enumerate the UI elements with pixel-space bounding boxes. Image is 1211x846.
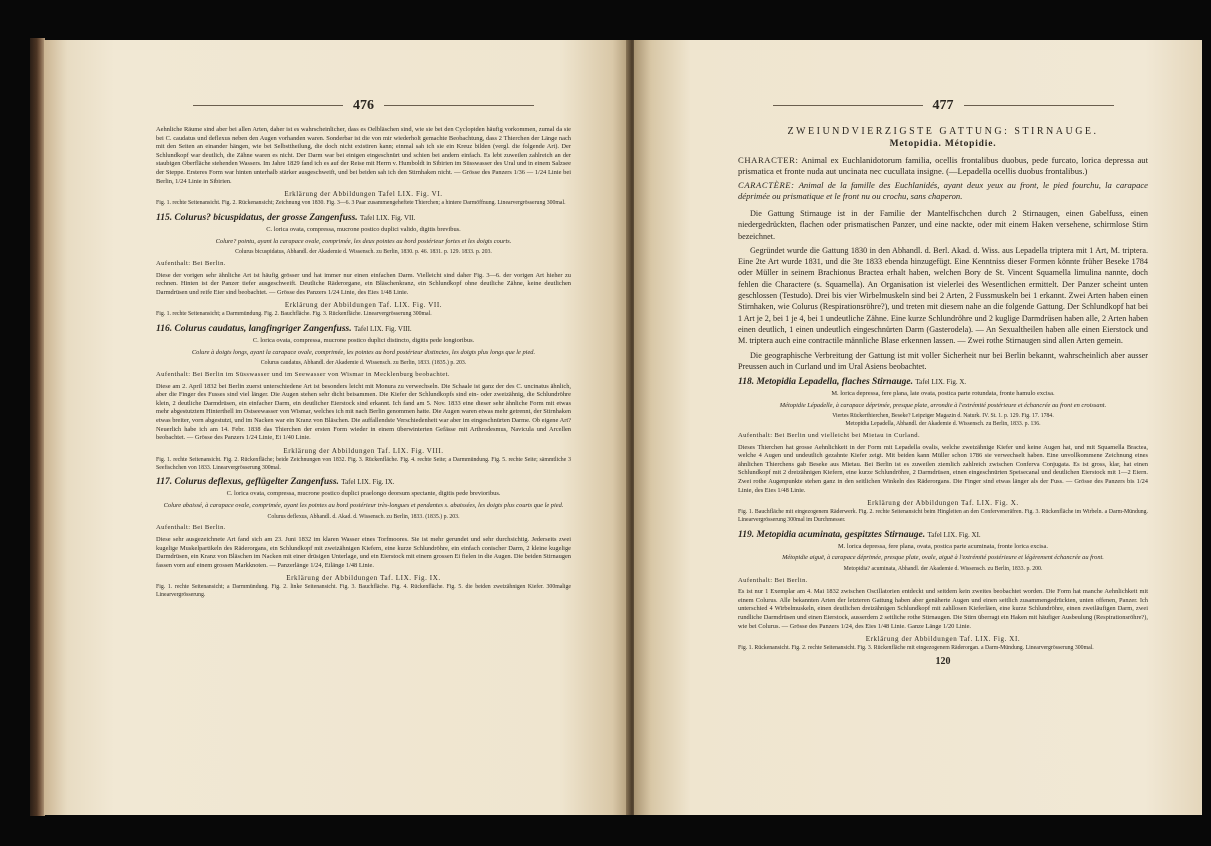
left-page-content [156,98,571,603]
species-description: Es ist nur 1 Exemplar am 4. Mai 1832 zwischen Oscillatorien entdeckt und seitdem kein zweites beobachtet worden. Die Form hat manche Aehnlichkeit mit einem Colurus. Alle bekannten Arten der letzteren Gattung haben aber genäherte Augen und einen seitlich zusammengedrückten, unten offenen, Panzer. Ich unterschied 4 Wirbelmuskeln, einen deutlichen dreizähnigen Schlundkopf mit zahllosen Kieferläen, eine kurze Schlundröhre, einen zweiläufigen Darm, zwei rundliche Darmdrüsen und einen Eierstock, ausserdem 2 seitliche rothe Stirnaugen. Die Stirn überragt ein Haken mit häufiger Ausbeulung (Respirationsröhre?), wie bei Colurus. — Grösse des Panzers 1/24, des Eies 1/48 Linie. Ganze Länge 1/20 Linie. [738,588,1148,630]
species-heading-119 [738,530,1148,540]
intro-paragraph: Aehnliche Räume sind aber bei allen Arten, daher ist es wahrscheinlicher, dass es Oelbläschen sind, wie sie bei den Cyclopiden häufig vorkommen, zumal da sie bei C. caudatus und deflexus neben den Augen vorhanden waren. Sonderbar ist die von mir wiederholt gemachte Beobachtung, dass 2 Thierchen der Länge nach mit den Seiten an einander hängen, wie bei Selbsttheilung, die doch nicht existiren kann; einmal sah ich sie ein Kreuz bilden (vergl. die folgende Art). Der Schlundkopf war deutlich, die Zähne waren es nicht. Der Darm war bei einigen eingeschnürt und schien bei andern einfach. Es lebt zuweilen zahlreich an der staubigen Oberfläche stehenden Wassers. Im Jahre 1829 fand ich es auf der Reise mit Herrn v. Humboldt in Sibirien im Süsswasser des Ural und in einem Salzsee der Steppe. Ersteres Form war hinten unterhalb stärker ausgeschweift, und bei beiden sah ich den Stirnhaken nicht. — Grösse des Panzers 1/36 — 1/24 Linie bei Berlin, 1/24 Linie in Sibirien. [156,126,571,185]
figure-explanation-title: Erklärung der Abbildungen Taf. LIX. Fig. XI. [865,635,1021,644]
latin-diagnosis: M. lorica depressa, fere plana, ovata, postica parte acuminata, fronte lorica excisa. [838,542,1048,550]
right-page [634,40,1202,815]
genus-name: Metopidia. Métopidie. [889,139,997,149]
literature-reference: Colurus caudatus, Abhandl. der Akademie d. Wissensch. zu Berlin, 1833. (1835.) p. 203. [260,360,467,367]
figure-explanation-title: Erklärung der Abbildungen Tafel LIX. Fig. VI. [284,190,443,199]
species-description: Dieses Thierchen hat grosse Aehnlichkeit in der Form mit Lepadella ovalis, welche zweizähnige Kiefer und keine Augen hat, und mit Squamella Bractea, welche 4 Augen und undeutlich gezahnte Kiefer zeigt. Mit beiden kann Müller schon 1786 sie verwechselt haben. Eine unvollkommene Zeichnung eines ähnlichen Thierchens gab Beseke aus Mietau. Bei Berlin ist es zuweilen ziemlich zahlreich zwischen Conferva Conjugata. Es ist gross, klar, hat einen Schlundkopf mit 2 dreizähnigen Kiefern, eine kurze Schlundröhre, 2 Darmdrüsen, einen eingeschnürten Speisecanal und deutlichen Eierstock mit 1—2 Eiern. Zwei rothe Augenpunkte stehen ganz in den seitlichen Winkeln des Räderorgans. Die Finger sind etwas länger als der Fuss. — Grösse des Panzers bis 1/24 Linie, des Eies 1/48 Linie. [738,443,1148,494]
species-name: 119. Metopidia acuminata, gespitztes Stirnauge. [738,529,926,540]
figure-explanation-text: Fig. 1. rechte Seitenansicht; a Darmmündung. Fig. 2. linke Seitenansicht. Fig. 3. Bauchfläche. Fig. 4. Rückenfläche. Fig. 5. die beiden zweizähnigen Kiefer. 300malige Linearvergrösserung. [156,584,571,599]
french-diagnosis: Métopidie aiguë, à carapace déprimée, presque plate, ovale, aiguë à l'extrémité postérieure et légèrement échancrée au front. [782,554,1104,562]
habitat-line: Aufenthalt: Bei Berlin im Süsswasser und im Seewasser von Wismar in Mecklenburg beobachtet. [156,371,450,379]
species-description: Diese sehr ausgezeichnete Art fand sich am 23. Juni 1832 im klaren Wasser eines Torfmoores. Sie ist mehr gerundet und sehr durchsichtig. Jederseits zwei kugelige Muskelpartikeln des Räderorgans, ein Schlundkopf mit zweizähnigen Kiefern, eine kurze Schlundröhre, ein einfach conischer Darm, 2 kleine kugelige Darmdrüsen, ein Kranz von Bläschen im Nacken mit einer drüsigen Unterlage, und ein Eierstock mit einem grossen Ei fielen in die Augen. Die beiden Stirnaugen fassen vorn auf einem grossen Markknoten. — Panzerlänge 1/24, Eilänge 1/48 Linie. [156,536,571,569]
character-label: CHARACTER: [738,155,799,165]
right-page-number: 477 [932,98,954,113]
habitat-line: Aufenthalt: Bei Berlin. [156,524,226,532]
literature-reference: Metopidia Lepadella, Abhandl. der Akademie d. Wissensch. zu Berlin, 1833. p. 136. [845,421,1041,428]
figure-explanation-title: Erklärung der Abbildungen Taf. LIX. Fig. IX. [286,574,441,583]
plate-reference: Tafel LIX. Fig. IX. [341,478,395,487]
habitat-line: Aufenthalt: Bei Berlin. [156,259,226,267]
genus-family-title: ZWEIUNDVIERZIGSTE GATTUNG: STIRNAUGE. [787,126,1099,137]
species-heading-117 [156,477,571,487]
literature-reference: Metopidia? acuminata, Abhandl. der Akademie d. Wissensch. zu Berlin, 1833. p. 200. [843,565,1043,572]
french-diagnosis: Métopidie Lépadelle, à carapace déprimée, presque plate, arrondie à l'extrémité postérieure et échancrée au front en croissant. [779,401,1107,409]
habitat-line: Aufenthalt: Bei Berlin und vielleicht bei Mietau in Curland. [738,431,921,439]
header-rule-left [773,105,923,106]
header-rule-right [964,105,1114,106]
right-page-content [738,98,1148,677]
figure-explanation-title: Erklärung der Abbildungen Taf. LIX. Fig. VII. [284,301,443,310]
plate-reference: Tafel LIX. Fig. X. [915,378,967,387]
species-heading-115 [156,213,571,223]
header-rule-left [193,105,343,106]
literature-reference: Viertes Rückerthierchen, Beseke? Leipziger Magazin d. Naturk. IV. St. 1. p. 129. Fig. 17. 1784. [832,413,1054,420]
header-rule-right [384,105,534,106]
caractere-text: Animal de la famille des Euchlanidés, ayant deux yeux au front, le pied fourchu, la carapace déprimée ou prismatique et le front nu ou crochu, sans chaperon. [738,180,1148,201]
species-heading-116 [156,324,571,334]
species-description: Diese der vorigen sehr ähnliche Art ist häufig grösser und hat immer nur einen einfachen Darm. Vielleicht sind daher Fig. 3—6. der vorigen Art hieher zu rechnen. Hinten ist der Panzer tiefer ausgeschweift. Deutliche Räderorgane, ein Bläschenkranz, ein Schlundkopf ohne deutliche Zähne, keine deutlichen Darmdrüsen und reife Eier sind beobachtet. — Grösse des Panzers 1/24 Linie, des Eies 1/48 Linie. [156,271,571,296]
left-page [44,40,630,815]
caractere-label: CARACTÈRE: [738,180,795,190]
habitat-line: Aufenthalt: Bei Berlin. [738,576,808,584]
literature-reference: Colurus bicuspidatus, Abhandl. der Akademie d. Wissensch. zu Berlin, 1830. p. 46. 1831. p. 129. 1833. p. 203. [235,249,492,256]
plate-reference: Tafel LIX. Fig. VII. [360,213,416,222]
figure-explanation-text: Fig. 1. Bauchfläche mit eingezogenem Räderwerk. Fig. 2. rechte Seitenansicht beim Hingleiten an den Conferveneräfren. Fig. 3. Rückenfläche im Wirbeln. a Darm-Mündung. Linearvergrösserung 300mal im Durchmesser. [738,509,1148,523]
genus-history: Gegründet wurde die Gattung 1830 in den Abhandl. d. Berl. Akad. d. Wiss. aus Lepadella triptera mit 1 Art, M. triptera. Eine 2te Art wurde 1831, und die 3te 1833 ebenda hinzugefügt. Eine Kenntniss dieser Formen könnte früher Beseke 1784 oder Müller in seinem Brachionus Bractea erhalt haben, welchen Bory de St. Vincent Squamella limulina nannte, doch fehlen die Charactere (s. Squamella). An Organisation ist vielerlei des Wesentlichen ermittelt. Der Panzer scheint unten geschlossen (Testudo). Drei bis vier Wirbelmuskeln sind bei 2 Arten, 2 Fussmuskeln bei 1 erkannt. Zwei Arten haben einen Stirnhaken, wie Colurus (Respirationsröhre?), und treten mit diesem nahe an die folgende Gattung. Der Schlundkopf hat bei 1 Art je 2, bei 1 je 4, bei 1 undeutliche Zähne. Eine kurze Schlundröhre und 2 kuglige Darmdrüsen haben alle, 2 Arten haben einen deutlich, 1 einen undeutlich eingeschnürten Darm (Gasterodela). — An Sexualtheilen haben alle einen Eierstock und M. triptera auch eine contractile männliche Blase erkennen lassen. — Zwei rothe Stirnaugen sind allen Arten gemein. [738,245,1148,346]
plate-reference: Tafel LIX. Fig. VIII. [353,325,412,334]
latin-diagnosis: C. lorica ovata, compressa, mucrone postico duplici valido, digitis brevibus. [266,225,461,233]
right-page-header [738,98,1148,114]
left-page-number: 476 [353,98,374,113]
species-name: 116. Colurus caudatus, langfingriger Zangenfuss. [156,324,352,335]
latin-diagnosis: C. lorica ovata, compressa, mucrone postico duplici distincto, digitis pede longioribus. [252,337,475,345]
caractere-french [738,180,1148,202]
book-edge-left [30,38,45,816]
species-name: 115. Colurus? bicuspidatus, der grosse Zangenfuss. [156,212,358,223]
french-diagnosis: Colure à doigts longs, ayant la carapace ovale, comprimée, les pointes au bord postérieur distinctes, les doigts plus longs que le pied. [191,348,536,356]
character-text: Animal ex Euchlanidotorum familia, ocellis frontalibus duobus, pede furcato, lorica depressa aut prismatica et fronte nuda aut uncinata nec cucullata insigne. (—Lepadella ocellis duobus frontalibus.) [738,155,1148,176]
literature-reference: Colurus deflexus, Abhandl. d. Akad. d. Wissensch. zu Berlin, 1833. (1835.) p. 203. [267,513,460,520]
figure-explanation-text: Fig. 1. rechte Seitenansicht; a Darmmündung. Fig. 2. Bauchfläche. Fig. 3. Rückenfläche. Linearvergrösserung 300mal. [156,311,432,318]
species-name: 118. Metopidia Lepadella, flaches Stirnauge. [738,377,913,388]
signature-mark: 120 [935,656,951,668]
french-diagnosis: Colure? pointu, ayant la carapace ovale, comprimée, les deux pointes au bord postérieur fortes et les doigts courts. [215,237,512,245]
genus-description: Die Gattung Stirnauge ist in der Familie der Mantelfischchen durch 2 Stirnaugen, einen Gabelfuss, einen niedergedrückten, flachen oder prismatischen Panzer, und eine nackte, oder mit einem Haken versehene, schirmlose Stirn bezeichnet. [738,209,1148,241]
species-name: 117. Colurus deflexus, geflügelter Zangenfuss. [156,477,339,488]
latin-diagnosis: M. lorica depressa, fere plana, late ovata, postica parte rotundata, fronte hamulo excisa. [831,390,1055,398]
species-description: Diese am 2. April 1832 bei Berlin zuerst unterschiedene Art ist besonders leicht mit Monura zu verwechseln. Die Schaale ist ganz der des C. uncinatus ähnlich, aber die Finger des Fusses sind viel länger. Die Augen stehen sehr dicht beisammen. Die Kiefer der Schlundkopfs sind ein- oder zweizähnig, die Schlundröhre klein, 2 deutliche Darmdrüsen, ein einfacher Darm, ein deutlicher Eierstock sind erkannt. Ich fand am 5. Nov. 1833 eine dieser sehr ähnliche Form mit etwas mehr abgestutztem Hinterthell im Ostseewasser von Wismar, welches ich mit nach Berlin genommen hatte. Die Augen waren etwas mehr getrennt, der Stirnhaken etwas breiter, vorn abgestutzt, und im Nacken war ein Kranz von Bläschen. Die auffallendste Verschiedenheit war aber im eingeschnürten Darme. Ob eigene Art? Neuerlich habe ich am 14. Febr. 1838 das Thierchen der ersten Form wieder in einem überwinterten Gefässe mit Arthrodesmus, Navicula und Arcellen beobachtet. — Grösse des Panzers 1/24 Linie, Ei 1/40 Linie. [156,382,571,442]
figure-explanation-text: Fig. 1. rechte Seitenansicht. Fig. 2. Rückenansicht; Zeichnung von 1830. Fig. 3—6. 3 Paar zusammengeheftete Thierchen; a hintere Darmöffnung. Linearvergrösserung 300mal. [156,200,566,207]
left-page-header [156,98,571,114]
genus-distribution: Die geographische Verbreitung der Gattung ist mit voller Sicherheit nur bei Berlin bekannt, wahrscheinlich aber ausser Preussen auch in Curland und im Ural Asiens beobachtet. [738,350,1148,371]
figure-explanation-text: Fig. 1. rechte Seitenansicht. Fig. 2. Rückenfläche; beide Zeichnungen von 1832. Fig. 3. Rückenfläche. Fig. 4. rechte Seite; a Darmmündung. Fig. 5. rechte Seite; sämmtliche 3 Seefischchen von 1833. Linearvergrösserung 300mal. [156,456,571,471]
figure-explanation-title: Erklärung der Abbildungen Taf. LIX. Fig. X. [867,499,1019,508]
figure-explanation-title: Erklärung der Abbildungen Taf. LIX. Fig. VIII. [283,446,444,455]
plate-reference: Tafel LIX. Fig. XI. [927,530,981,539]
species-heading-118 [738,377,1148,387]
french-diagnosis: Colure abaissé, à carapace ovale, comprimée, ayant les pointes au bord postérieur très-longues et pendantes s. abaissées, les doigts plus courts que le pied. [163,502,564,510]
figure-explanation-text: Fig. 1. Rückenansicht. Fig. 2. rechte Seitenansicht. Fig. 3. Rückenfläche mit eingezogenem Räderorgan. a Darm-Mündung. Linearvergrösserung 300mal. [738,645,1094,652]
latin-diagnosis: C. lorica ovata, compressa, mucrone postico duplici praelongo deorsum spectante, digitis pede brevioribus. [226,490,501,498]
character-latin [738,155,1148,177]
